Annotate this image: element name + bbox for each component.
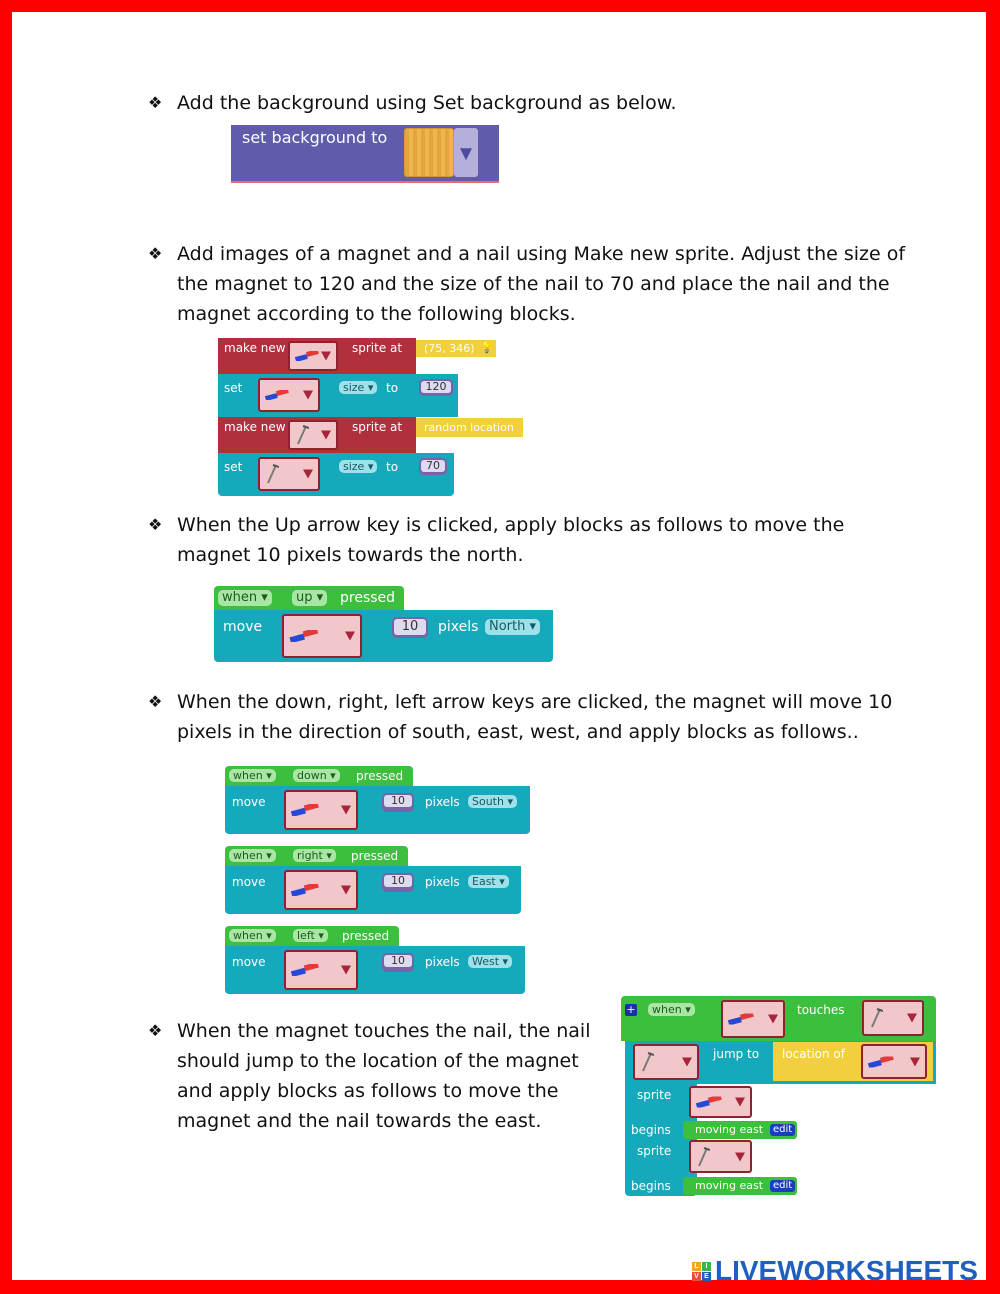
dropdown-arrow-icon	[341, 806, 351, 815]
instruction-3: ❖ When the Up arrow key is clicked, apply blocks as follows to move the magnet 10 pixels towards the north.	[148, 510, 844, 570]
magnet-icon	[295, 351, 319, 361]
nail-sprite-select[interactable]	[633, 1044, 699, 1080]
sprite-begins-magnet-block[interactable]: sprite begins	[625, 1084, 697, 1140]
when-dropdown[interactable]: when ▾	[229, 769, 276, 782]
dropdown-arrow-icon	[907, 1014, 917, 1023]
when-left-pressed-block[interactable]: when ▾ left ▾ pressed	[225, 926, 399, 946]
bullet-icon: ❖	[148, 1021, 163, 1040]
nail-icon	[265, 463, 279, 485]
pixels-input[interactable]: 10	[382, 873, 414, 892]
when-touches-block[interactable]: + when ▾ touches	[621, 996, 936, 1041]
magnet-sprite-select[interactable]	[284, 950, 358, 990]
nail-sprite-select[interactable]	[258, 457, 320, 491]
key-dropdown[interactable]: right ▾	[293, 849, 336, 862]
dropdown-arrow-icon	[735, 1152, 745, 1161]
magnet-icon	[265, 390, 289, 400]
magnet-icon	[728, 1014, 754, 1025]
magnet-sprite-select[interactable]	[282, 614, 362, 658]
magnet-sprite-select[interactable]	[284, 870, 358, 910]
magnet-icon	[291, 884, 319, 896]
magnet-icon	[291, 804, 319, 816]
nail-sprite-select[interactable]	[689, 1140, 752, 1173]
dropdown-arrow-icon	[341, 966, 351, 975]
location-of-block[interactable]: location of	[773, 1042, 933, 1081]
instruction-5: ❖ When the magnet touches the nail, the nail should jump to the location of the magnet and apply blocks as follows to move the magnet and the nail towards the east.	[148, 1016, 591, 1136]
nail-icon	[869, 1007, 883, 1029]
when-right-pressed-block[interactable]: when ▾ right ▾ pressed	[225, 846, 408, 866]
magnet-size-input[interactable]: 120	[419, 379, 453, 396]
size-dropdown[interactable]: size ▾	[339, 460, 377, 473]
dropdown-arrow-icon	[321, 352, 331, 361]
dropdown-arrow-icon	[682, 1058, 692, 1067]
key-dropdown[interactable]: up ▾	[292, 590, 327, 606]
magnet-icon	[289, 630, 319, 642]
when-down-pressed-block[interactable]: when ▾ down ▾ pressed	[225, 766, 413, 786]
make-new-nail-block[interactable]: make new sprite at	[218, 417, 416, 453]
set-magnet-size-block[interactable]: set size ▾ to 120	[218, 374, 458, 417]
when-up-pressed-block[interactable]: when ▾ up ▾ pressed	[214, 586, 404, 610]
sprite-begins-nail-block[interactable]: sprite begins	[625, 1140, 697, 1196]
logo-text: LIVEWORKSHEETS	[715, 1255, 978, 1286]
nail-sprite-select[interactable]	[862, 1000, 924, 1036]
when-dropdown[interactable]: when ▾	[229, 929, 276, 942]
set-nail-size-block[interactable]: set size ▾ to 70	[218, 453, 454, 496]
magnet-icon	[291, 964, 319, 976]
magnet-sprite-select[interactable]	[689, 1086, 752, 1118]
dropdown-arrow-icon	[735, 1098, 745, 1107]
dropdown-arrow-icon	[341, 886, 351, 895]
edit-button[interactable]: edit	[770, 1124, 795, 1136]
logo-mark-icon: L I V E	[692, 1262, 711, 1281]
direction-dropdown[interactable]: South ▾	[468, 795, 517, 808]
magnet-sprite-select[interactable]	[288, 341, 338, 371]
nail-icon	[696, 1146, 710, 1168]
pixels-input[interactable]: 10	[382, 793, 414, 812]
instruction-4: ❖ When the down, right, left arrow keys are clicked, the magnet will move 10 pixels in the direction of south, east, west, and apply blocks as follows..	[148, 687, 892, 747]
direction-dropdown[interactable]: West ▾	[468, 955, 512, 968]
bullet-icon: ❖	[148, 93, 163, 112]
nail-icon	[295, 424, 309, 446]
set-background-block[interactable]: set background to	[231, 125, 499, 183]
bulb-icon: 💡	[480, 341, 494, 354]
bullet-icon: ❖	[148, 244, 163, 263]
dropdown-arrow-icon	[768, 1015, 778, 1024]
magnet-sprite-select[interactable]	[258, 378, 320, 412]
magnet-icon	[868, 1056, 894, 1067]
background-thumbnail	[404, 128, 454, 177]
instruction-1: ❖ Add the background using Set background as below.	[148, 88, 677, 118]
key-dropdown[interactable]: left ▾	[293, 929, 328, 942]
instruction-2: ❖ Add images of a magnet and a nail using Make new sprite. Adjust the size of the magnet to 120 and the size of the nail to 70 and place the nail and the magnet according to the following blocks.	[148, 239, 905, 329]
liveworksheets-logo	[692, 1255, 978, 1287]
when-dropdown[interactable]: when ▾	[229, 849, 276, 862]
move-east-block[interactable]: move 10 pixels East ▾	[225, 866, 521, 914]
edit-button[interactable]: edit	[770, 1180, 795, 1192]
direction-dropdown[interactable]: East ▾	[468, 875, 509, 888]
key-dropdown[interactable]: down ▾	[293, 769, 340, 782]
behavior-moving-east[interactable]: moving east edit	[683, 1177, 797, 1195]
random-location-block[interactable]: random location	[416, 418, 523, 437]
nail-size-input[interactable]: 70	[419, 458, 447, 475]
nail-icon	[640, 1051, 654, 1073]
plus-icon[interactable]: +	[626, 1003, 636, 1016]
magnet-sprite-select[interactable]	[721, 1000, 785, 1038]
dropdown-arrow-icon	[460, 148, 472, 160]
behavior-moving-east[interactable]: moving east edit	[683, 1121, 797, 1139]
nail-sprite-select[interactable]	[288, 420, 338, 450]
when-dropdown[interactable]: when ▾	[218, 590, 272, 606]
dropdown-arrow-icon	[303, 470, 313, 479]
dropdown-arrow-icon	[910, 1057, 920, 1066]
dropdown-arrow-icon	[303, 391, 313, 400]
background-dropdown[interactable]	[454, 128, 478, 177]
size-dropdown[interactable]: size ▾	[339, 381, 377, 394]
bullet-icon: ❖	[148, 692, 163, 711]
magnet-sprite-select[interactable]	[284, 790, 358, 830]
direction-dropdown[interactable]: North ▾	[485, 619, 540, 635]
coords-block[interactable]: (75, 346) 💡	[416, 340, 496, 357]
make-new-magnet-block[interactable]: make new sprite at	[218, 338, 416, 374]
when-dropdown[interactable]: when ▾	[648, 1003, 695, 1016]
jump-to-block[interactable]: jump to	[625, 1041, 936, 1084]
dropdown-arrow-icon	[321, 431, 331, 440]
pixels-input[interactable]: 10	[392, 617, 428, 638]
bullet-icon: ❖	[148, 515, 163, 534]
move-west-block[interactable]: move 10 pixels West ▾	[225, 946, 525, 994]
move-north-block[interactable]: move 10 pixels North ▾	[214, 610, 553, 662]
dropdown-arrow-icon	[345, 632, 355, 641]
pixels-input[interactable]: 10	[382, 953, 414, 972]
move-south-block[interactable]: move 10 pixels South ▾	[225, 786, 530, 834]
magnet-icon	[696, 1097, 722, 1108]
magnet-sprite-select[interactable]	[861, 1044, 927, 1079]
